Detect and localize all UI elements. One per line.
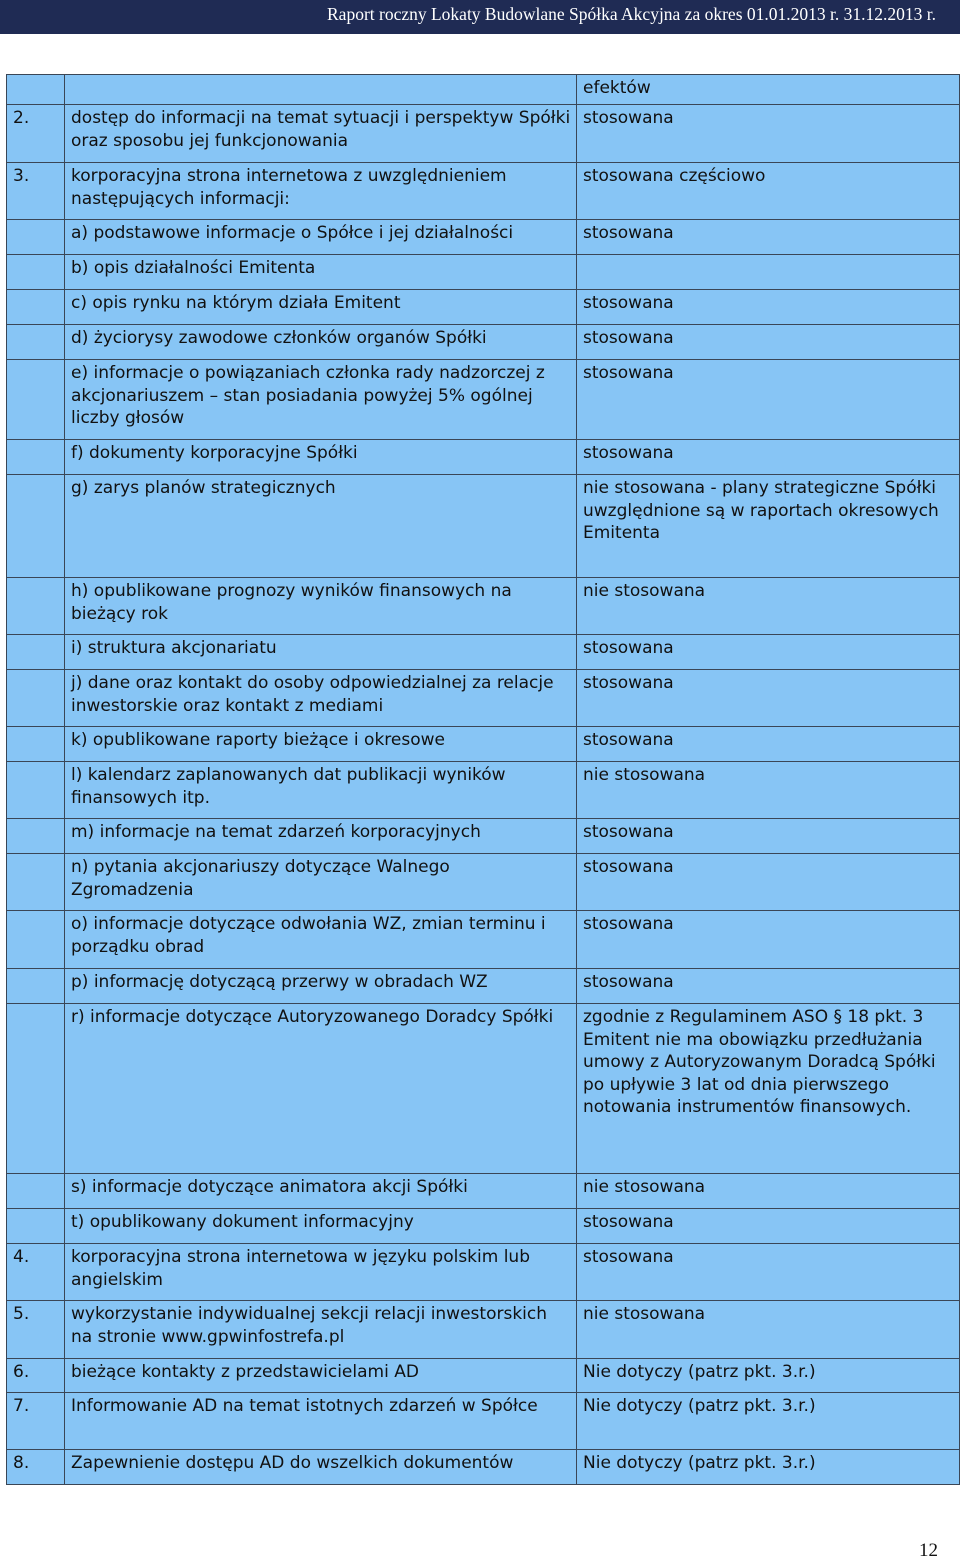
row-status: nie stosowana: [577, 1301, 960, 1359]
governance-table-body: [7, 75, 960, 1485]
row-status: nie stosowana - plany strategiczne Spółki uwzględnione są w raportach okresowych Emitenta: [577, 475, 960, 578]
table-row: [7, 325, 960, 360]
row-description: r) informacje dotyczące Autoryzowanego Doradcy Spółki: [65, 1004, 577, 1174]
row-status: stosowana: [577, 670, 960, 727]
row-status: stosowana: [577, 440, 960, 475]
row-status: stosowana: [577, 360, 960, 440]
row-description: dostęp do informacji na temat sytuacji i perspektyw Spółki oraz sposobu jej funkcjonowania: [65, 105, 577, 163]
row-description: [65, 75, 577, 105]
row-status: stosowana: [577, 819, 960, 854]
row-number: [7, 1004, 65, 1174]
row-number: [7, 727, 65, 762]
row-status: zgodnie z Regulaminem ASO § 18 pkt. 3 Emitent nie ma obowiązku przedłużania umowy z Autoryzowanym Doradcą Spółki po upływie 3 lat od dnia pierwszego notowania instrumentów finansowych.: [577, 1004, 960, 1174]
row-status: nie stosowana: [577, 578, 960, 635]
table-row: [7, 762, 960, 819]
table-row: [7, 1301, 960, 1359]
table-row: [7, 1450, 960, 1485]
row-status: stosowana: [577, 911, 960, 969]
row-status: stosowana: [577, 1244, 960, 1301]
row-status: efektów: [577, 75, 960, 105]
table-row: [7, 290, 960, 325]
table-row: [7, 854, 960, 911]
table-row: [7, 105, 960, 163]
row-number: 2.: [7, 105, 65, 163]
table-row: [7, 727, 960, 762]
row-description: i) struktura akcjonariatu: [65, 635, 577, 670]
row-description: g) zarys planów strategicznych: [65, 475, 577, 578]
row-number: [7, 325, 65, 360]
row-status: stosowana: [577, 1209, 960, 1244]
row-number: [7, 670, 65, 727]
row-number: 3.: [7, 163, 65, 220]
row-number: [7, 911, 65, 969]
row-status: Nie dotyczy (patrz pkt. 3.r.): [577, 1359, 960, 1393]
row-description: j) dane oraz kontakt do osoby odpowiedzialnej za relacje inwestorskie oraz kontakt z mediami: [65, 670, 577, 727]
page-header: [0, 0, 960, 34]
row-status: nie stosowana: [577, 762, 960, 819]
page-number: 12: [919, 1540, 938, 1561]
row-number: [7, 819, 65, 854]
row-number: [7, 969, 65, 1004]
row-number: [7, 578, 65, 635]
row-number: 4.: [7, 1244, 65, 1301]
row-status: nie stosowana: [577, 1174, 960, 1209]
row-description: o) informacje dotyczące odwołania WZ, zmian terminu i porządku obrad: [65, 911, 577, 969]
table-row: [7, 255, 960, 290]
row-number: 5.: [7, 1301, 65, 1359]
table-row: [7, 1359, 960, 1393]
table-row: [7, 819, 960, 854]
row-description: k) opublikowane raporty bieżące i okresowe: [65, 727, 577, 762]
table-row: [7, 1244, 960, 1301]
row-number: [7, 360, 65, 440]
row-number: 6.: [7, 1359, 65, 1393]
row-description: e) informacje o powiązaniach członka rady nadzorczej z akcjonariuszem – stan posiadania powyżej 5% ogólnej liczby głosów: [65, 360, 577, 440]
row-status: stosowana częściowo: [577, 163, 960, 220]
governance-table: [6, 74, 960, 1485]
row-number: [7, 440, 65, 475]
row-status: [577, 255, 960, 290]
table-row: [7, 475, 960, 578]
row-description: b) opis działalności Emitenta: [65, 255, 577, 290]
table-row: [7, 1004, 960, 1174]
table-row: [7, 1209, 960, 1244]
row-description: Zapewnienie dostępu AD do wszelkich dokumentów: [65, 1450, 577, 1485]
row-status: stosowana: [577, 969, 960, 1004]
table-row: [7, 1174, 960, 1209]
row-status: stosowana: [577, 727, 960, 762]
row-number: [7, 854, 65, 911]
table-row: [7, 163, 960, 220]
row-description: korporacyjna strona internetowa w języku polskim lub angielskim: [65, 1244, 577, 1301]
row-description: t) opublikowany dokument informacyjny: [65, 1209, 577, 1244]
row-number: [7, 75, 65, 105]
table-row: [7, 360, 960, 440]
row-number: 7.: [7, 1393, 65, 1450]
row-number: [7, 255, 65, 290]
row-description: s) informacje dotyczące animatora akcji Spółki: [65, 1174, 577, 1209]
row-description: n) pytania akcjonariuszy dotyczące Walnego Zgromadzenia: [65, 854, 577, 911]
row-description: korporacyjna strona internetowa z uwzględnieniem następujących informacji:: [65, 163, 577, 220]
row-number: [7, 475, 65, 578]
row-description: wykorzystanie indywidualnej sekcji relacji inwestorskich na stronie www.gpwinfostrefa.pl: [65, 1301, 577, 1359]
row-description: c) opis rynku na którym działa Emitent: [65, 290, 577, 325]
row-description: f) dokumenty korporacyjne Spółki: [65, 440, 577, 475]
row-description: a) podstawowe informacje o Spółce i jej działalności: [65, 220, 577, 255]
row-description: l) kalendarz zaplanowanych dat publikacji wyników finansowych itp.: [65, 762, 577, 819]
row-status: stosowana: [577, 105, 960, 163]
table-row: [7, 578, 960, 635]
row-number: [7, 220, 65, 255]
row-description: Informowanie AD na temat istotnych zdarzeń w Spółce: [65, 1393, 577, 1450]
row-status: stosowana: [577, 325, 960, 360]
table-row: [7, 670, 960, 727]
table-row: [7, 220, 960, 255]
table-row: [7, 440, 960, 475]
row-description: bieżące kontakty z przedstawicielami AD: [65, 1359, 577, 1393]
row-number: 8.: [7, 1450, 65, 1485]
row-status: stosowana: [577, 220, 960, 255]
report-title: Raport roczny Lokaty Budowlane Spółka Akcyjna za okres 01.01.2013 r. 31.12.2013 r.: [327, 4, 936, 24]
row-description: p) informację dotyczącą przerwy w obradach WZ: [65, 969, 577, 1004]
table-row: [7, 1393, 960, 1450]
row-number: [7, 1209, 65, 1244]
row-number: [7, 762, 65, 819]
row-status: stosowana: [577, 635, 960, 670]
row-status: stosowana: [577, 290, 960, 325]
row-description: h) opublikowane prognozy wyników finansowych na bieżący rok: [65, 578, 577, 635]
table-row: [7, 635, 960, 670]
table-row: [7, 969, 960, 1004]
table-row: [7, 911, 960, 969]
row-number: [7, 635, 65, 670]
row-number: [7, 1174, 65, 1209]
row-status: Nie dotyczy (patrz pkt. 3.r.): [577, 1393, 960, 1450]
row-description: d) życiorysy zawodowe członków organów Spółki: [65, 325, 577, 360]
row-status: Nie dotyczy (patrz pkt. 3.r.): [577, 1450, 960, 1485]
row-number: [7, 290, 65, 325]
row-description: m) informacje na temat zdarzeń korporacyjnych: [65, 819, 577, 854]
table-row: [7, 75, 960, 105]
row-status: stosowana: [577, 854, 960, 911]
